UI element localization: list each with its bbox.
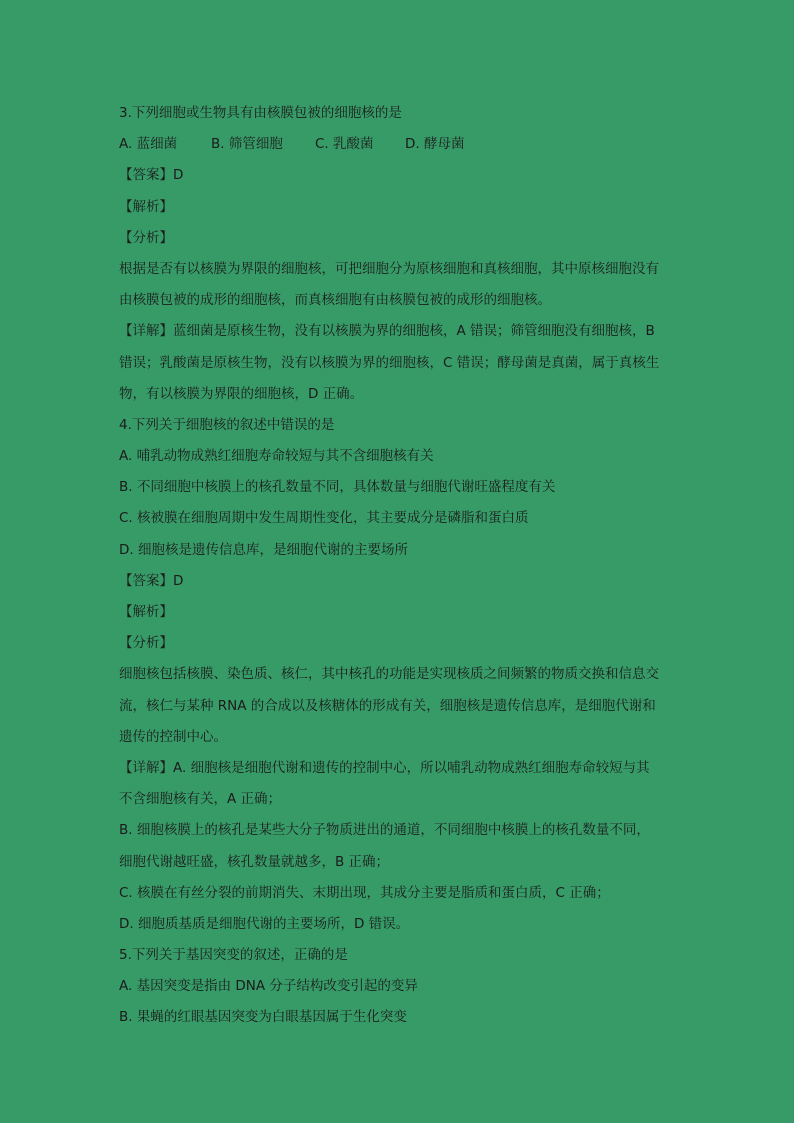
question-4-analysis-line: 遗传的控制中心。	[119, 728, 227, 745]
question-3-option-b: B. 筛管细胞	[211, 136, 283, 153]
question-4-option-a: A. 哺乳动物成熟红细胞寿命较短与其不含细胞核有关	[119, 448, 434, 465]
question-4-option-b: B. 不同细胞中核膜上的核孔数量不同，具体数量与细胞代谢旺盛程度有关	[119, 479, 556, 496]
question-3-fenxi-heading: 【分析】	[119, 229, 173, 246]
question-5-option-a: A. 基因突变是指由 DNA 分子结构改变引起的变异	[119, 978, 418, 995]
question-3-analysis-line: 根据是否有以核膜为界限的细胞核，可把细胞分为原核细胞和真核细胞，其中原核细胞没有	[119, 260, 659, 277]
question-3-jiexi-heading: 【解析】	[119, 198, 173, 215]
question-4-detail-line: D. 细胞质基质是细胞代谢的主要场所，D 错误。	[119, 915, 410, 932]
question-3-detail-line: 【详解】蓝细菌是原核生物，没有以核膜为界的细胞核，A 错误；筛管细胞没有细胞核，B	[119, 323, 655, 340]
question-3-options	[119, 129, 679, 160]
question-5-option-b: B. 果蝇的红眼基因突变为白眼基因属于生化突变	[119, 1009, 407, 1026]
question-3-detail-line: 物，有以核膜为界限的细胞核，D 正确。	[119, 385, 364, 402]
question-5-stem: 5.下列关于基因突变的叙述，正确的是	[119, 947, 348, 964]
question-4-detail-line: 细胞代谢越旺盛，核孔数量就越多，B 正确；	[119, 853, 390, 870]
question-4-analysis-line: 流，核仁与某种 RNA 的合成以及核糖体的形成有关，细胞核是遗传信息库，是细胞代谢和	[119, 697, 656, 714]
question-4-detail-line: C. 核膜在有丝分裂的前期消失、末期出现，其成分主要是脂质和蛋白质，C 正确；	[119, 884, 610, 901]
question-4-analysis-line: 细胞核包括核膜、染色质、核仁，其中核孔的功能是实现核质之间频繁的物质交换和信息交	[119, 666, 659, 683]
question-4-detail-line: B. 细胞核膜上的核孔是某些大分子物质进出的通道，不同细胞中核膜上的核孔数量不同，	[119, 822, 650, 839]
document-page	[119, 98, 679, 1034]
question-3-option-d: D. 酵母菌	[405, 136, 465, 153]
question-4-jiexi-heading: 【解析】	[119, 604, 173, 620]
question-4-detail-line: 【详解】A. 细胞核是细胞代谢和遗传的控制中心，所以哺乳动物成熟红细胞寿命较短与其	[119, 759, 650, 776]
question-4-option-d: D. 细胞核是遗传信息库，是细胞代谢的主要场所	[119, 541, 408, 558]
question-4-answer: 【答案】D	[119, 572, 184, 589]
question-3-option-a: A. 蓝细菌	[119, 136, 178, 153]
question-3-answer: 【答案】D	[119, 167, 184, 184]
question-3-analysis-line: 由核膜包被的成形的细胞核，而真核细胞有由核膜包被的成形的细胞核。	[119, 292, 551, 309]
question-4-option-c: C. 核被膜在细胞周期中发生周期性变化，其主要成分是磷脂和蛋白质	[119, 510, 529, 527]
question-3-detail-line: 错误；乳酸菌是原核生物，没有以核膜为界的细胞核，C 错误；酵母菌是真菌，属于真核生	[119, 354, 660, 371]
question-4-stem: 4.下列关于细胞核的叙述中错误的是	[119, 416, 335, 433]
question-3-stem: 3.下列细胞或生物具有由核膜包被的细胞核的是	[119, 105, 402, 121]
question-4-fenxi-heading: 【分析】	[119, 635, 173, 652]
question-3-option-c: C. 乳酸菌	[315, 136, 374, 153]
question-4-detail-line: 不含细胞核有关，A 正确；	[119, 791, 282, 808]
